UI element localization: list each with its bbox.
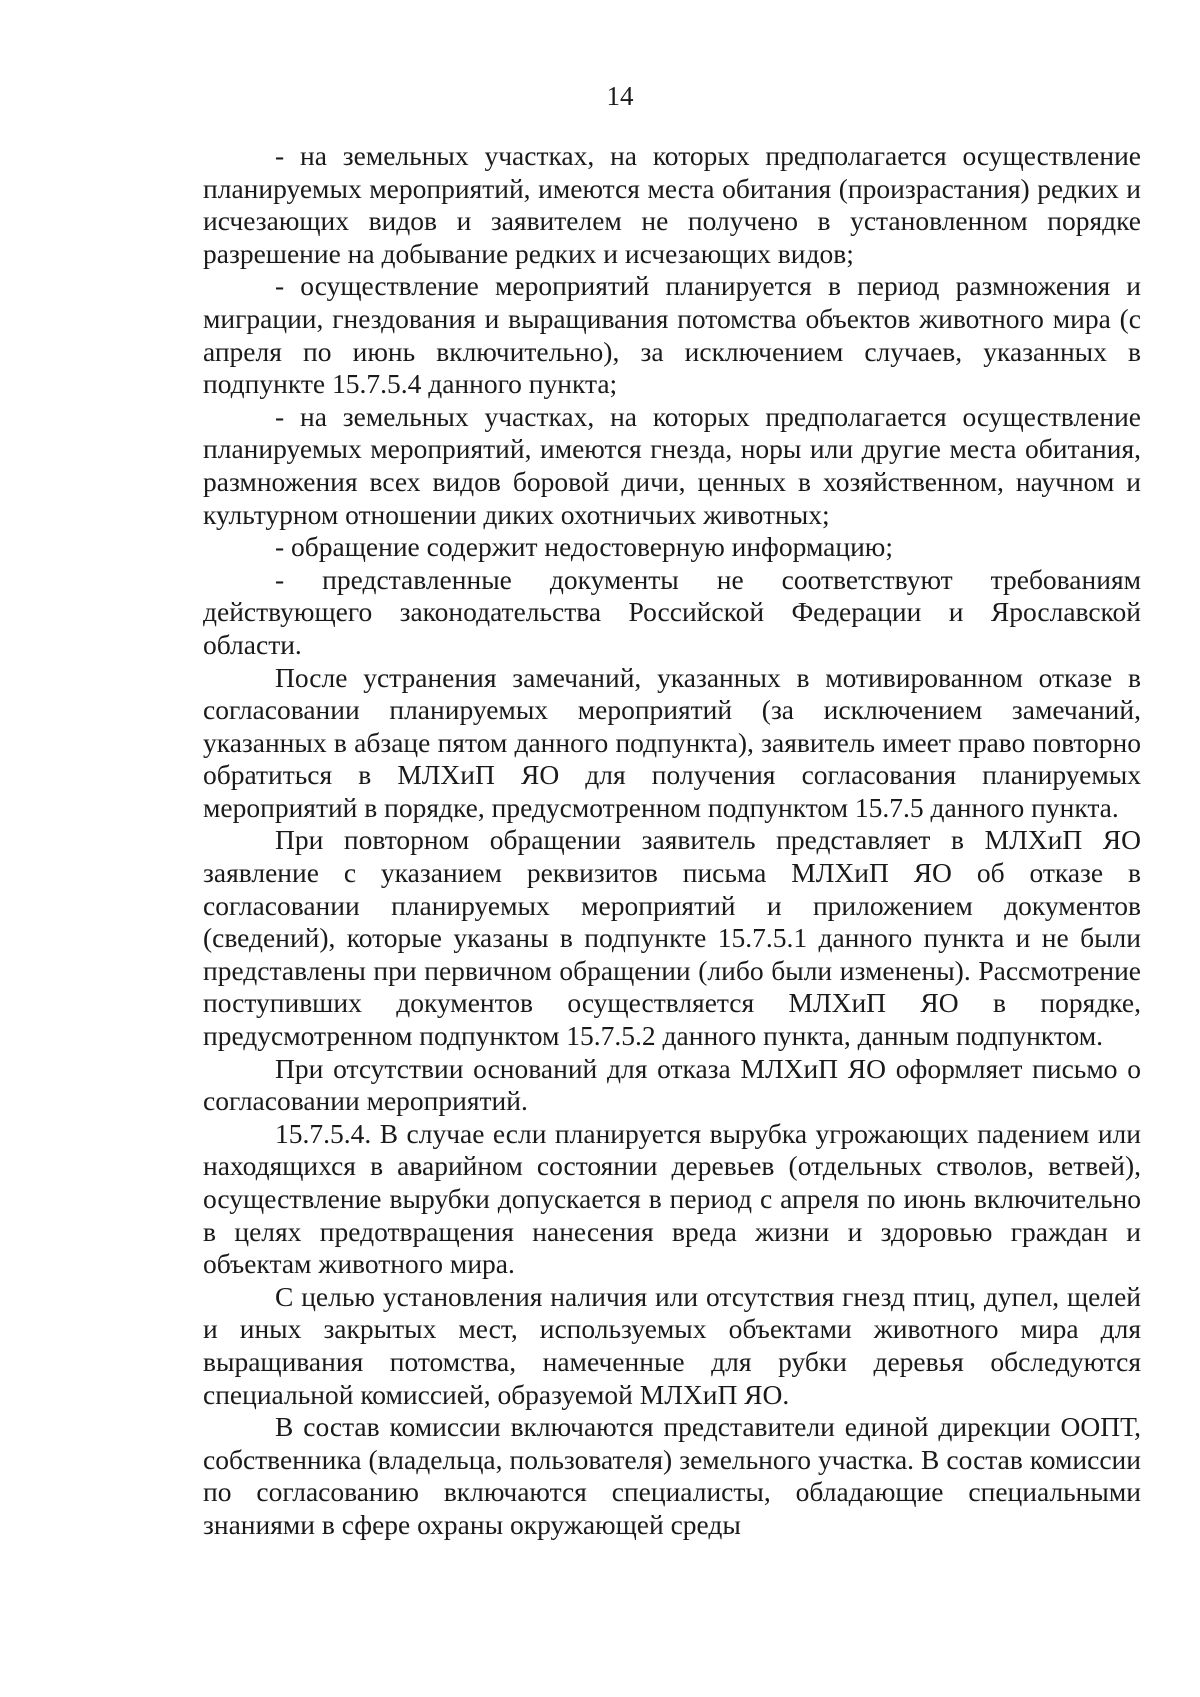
paragraph: - представленные документы не соответствуют требованиям действующего законодательства Российской Федерации и Ярославской области. xyxy=(203,563,1141,660)
paragraph: При повторном обращении заявитель представляет в МЛХиП ЯО заявление с указанием реквизитов письма МЛХиП ЯО об отказе в согласовании планируемых мероприятий и приложением документов (сведений), которые указаны в подпункте 15.7.5.1 данного пункта и не были представлены при первичном обращении (либо были изменены). Рассмотрение поступивших документов осуществляется МЛХиП ЯО в порядке, предусмотренном подпунктом 15.7.5.2 данного пункта, данным подпунктом. xyxy=(203,824,1141,1052)
paragraph: С целью установления наличия или отсутствия гнезд птиц, дупел, щелей и иных закрытых мест, используемых объектами животного мира для выращивания потомства, намеченные для рубки деревья обследуются специальной комиссией, образуемой МЛХиП ЯО. xyxy=(203,1280,1141,1410)
document-body xyxy=(203,140,1141,1542)
paragraph: - обращение содержит недостоверную информацию; xyxy=(275,531,893,563)
paragraph: После устранения замечаний, указанных в мотивированном отказе в согласовании планируемых мероприятий (за исключением замечаний, указанных в абзаце пятом данного подпункта), заявитель имеет право повторно обратиться в МЛХиП ЯО для получения согласования планируемых мероприятий в порядке, предусмотренном подпунктом 15.7.5 данного пункта. xyxy=(203,661,1141,823)
paragraph: - осуществление мероприятий планируется в период размножения и миграции, гнездования и выращивания потомства объектов животного мира (с апреля по июнь включительно), за исключением случаев, указанных в подпункте 15.7.5.4 данного пункта; xyxy=(203,270,1141,400)
paragraph: В состав комиссии включаются представители единой дирекции ООПТ, собственника (владельца, пользователя) земельного участка. В состав комиссии по согласованию включаются специалисты, обладающие специальными знаниями в сфере охраны окружающей среды xyxy=(203,1411,1141,1540)
paragraph: При отсутствии оснований для отказа МЛХиП ЯО оформляет письмо о согласовании мероприятий. xyxy=(203,1052,1141,1117)
paragraph: - на земельных участках, на которых предполагается осуществление планируемых мероприятий, имеются гнезда, норы или другие места обитания, размножения всех видов боровой дичи, ценных в хозяйственном, научном и культурном отношении диких охотничьих животных; xyxy=(203,400,1141,530)
page-number: 14 xyxy=(606,81,634,111)
paragraph: 15.7.5.4. В случае если планируется вырубка угрожающих падением или находящихся в аварийном состоянии деревьев (отдельных стволов, ветвей), осуществление вырубки допускается в период с апреля по июнь включительно в целях предотвращения нанесения вреда жизни и здоровью граждан и объектам животного мира. xyxy=(203,1117,1141,1280)
paragraph: - на земельных участках, на которых предполагается осуществление планируемых мероприятий, имеются места обитания (произрастания) редких и исчезающих видов и заявителем не получено в установленном порядке разрешение на добывание редких и исчезающих видов; xyxy=(203,140,1141,269)
